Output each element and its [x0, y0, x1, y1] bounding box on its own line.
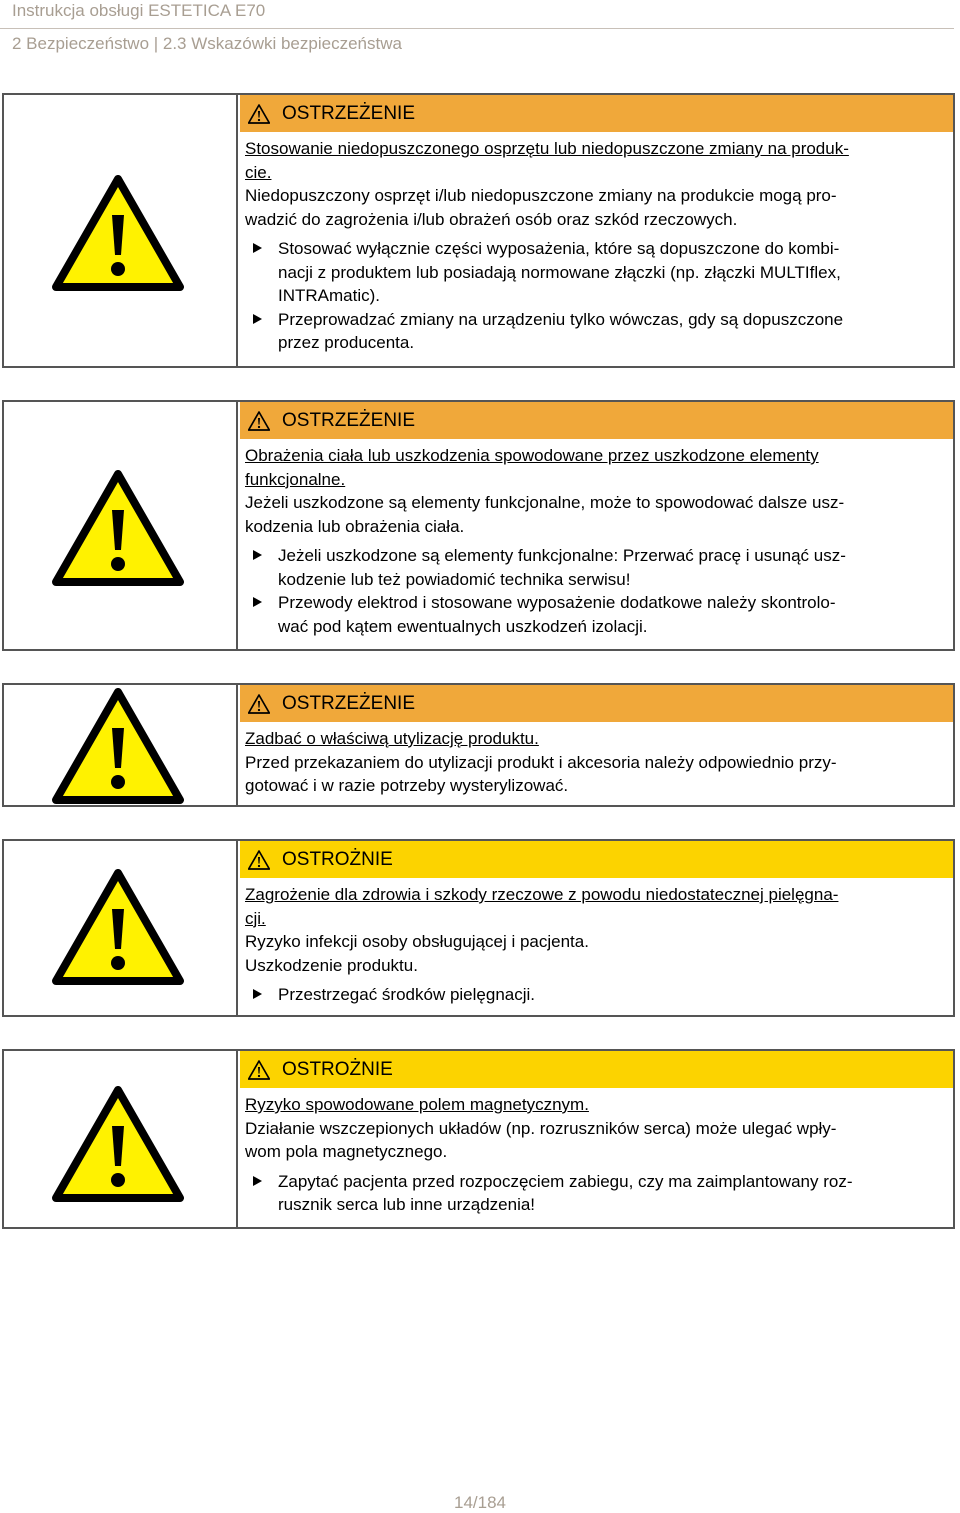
notice-body: [240, 132, 953, 355]
page-number: 14/184: [454, 1493, 506, 1512]
text-line: kodzenia lub obrażenia ciała.: [245, 516, 465, 536]
hazard-heading: [245, 1093, 945, 1117]
text-line: wadzić do zagrożenia i/lub obrażeń osób oraz szkód rzeczowych.: [245, 209, 738, 229]
text-line: Zagrożenie dla zdrowia i szkody rzeczowe z powodu niedostatecznej pielęgna-: [245, 885, 839, 904]
hazard-heading: [245, 137, 945, 184]
text-line: kodzenie lub też powiadomić technika serwisu!: [278, 569, 631, 589]
notice-content: [240, 1051, 953, 1227]
text-line: Zapytać pacjenta przed rozpoczęciem zabiegu, czy ma zaimplantowany roz-: [278, 1171, 853, 1191]
text-line: funkcjonalne.: [245, 469, 346, 489]
bullet-arrow-icon: [253, 989, 262, 999]
warning-triangle-icon: [248, 694, 270, 714]
warning-sign-icon: [52, 470, 184, 586]
text-line: Uszkodzenie produktu.: [245, 955, 418, 975]
text-line: Ryzyko infekcji osoby obsługującej i pacjenta.: [245, 932, 589, 951]
hazard-heading: [245, 727, 945, 751]
warning-notice: [2, 93, 955, 368]
warning-triangle-icon: [248, 1060, 270, 1080]
signal-word-bar: [240, 402, 953, 439]
signal-word-bar: [240, 685, 953, 722]
text-line: rusznik serca lub inne urządzenia!: [278, 1195, 536, 1214]
text-line: cie.: [245, 162, 272, 182]
text-line: wać pod kątem ewentualnych uszkodzeń izolacji.: [278, 616, 648, 636]
text-line: Przeprowadzać zmiany na urządzeniu tylko wówczas, gdy są dopuszczone: [278, 309, 844, 329]
warning-sign-icon: [52, 869, 184, 985]
notice-body: [240, 722, 953, 798]
hazard-description: [245, 751, 945, 798]
warning-triangle-icon: [248, 850, 270, 870]
breadcrumb: 2 Bezpieczeństwo | 2.3 Wskazówki bezpieczeństwa: [12, 34, 402, 53]
action-item: [245, 308, 945, 355]
text-line: INTRAmatic).: [278, 286, 380, 305]
notice-body: [240, 439, 953, 638]
warning-sign-icon: [52, 1086, 184, 1202]
action-list: [245, 983, 945, 1007]
action-item: [245, 1170, 945, 1217]
bullet-arrow-icon: [253, 314, 262, 324]
text-line: Działanie wszczepionych układów (np. rozruszników serca) może ulegać wpły-: [245, 1118, 837, 1138]
warning-notice: [2, 400, 955, 651]
warning-notice: [2, 683, 955, 807]
action-item: [245, 237, 945, 308]
text-line: Niedopuszczony osprzęt i/lub niedopuszczone zmiany na produkcie mogą pro-: [245, 186, 837, 205]
signal-word: OSTROŻNIE: [282, 1058, 393, 1080]
hazard-heading: [245, 444, 945, 491]
action-item: [245, 544, 945, 591]
bullet-arrow-icon: [253, 1176, 262, 1186]
hazard-heading: [245, 883, 945, 930]
action-item: [245, 983, 945, 1007]
notice-sidebar: [4, 685, 238, 805]
notice-sidebar: [4, 95, 238, 366]
text-line: Przestrzegać środków pielęgnacji.: [278, 985, 536, 1004]
hazard-description: [245, 184, 945, 231]
warning-notice: [2, 1049, 955, 1229]
notice-body: [240, 1088, 953, 1217]
signal-word-bar: [240, 95, 953, 132]
text-line: Przed przekazaniem do utylizacji produkt i akcesoria należy odpowiednio przy-: [245, 752, 837, 772]
warning-triangle-icon: [248, 104, 270, 124]
text-line: Przewody elektrod i stosowane wyposażenie dodatkowe należy skontrolo-: [278, 593, 836, 612]
text-line: gotować i w razie potrzeby wysterylizować.: [245, 776, 569, 795]
text-line: przez producenta.: [278, 333, 415, 352]
signal-word-bar: [240, 841, 953, 878]
text-line: Stosowanie niedopuszczonego osprzętu lub niedopuszczone zmiany na produk-: [245, 139, 849, 158]
signal-word: OSTROŻNIE: [282, 848, 393, 870]
warning-sign-icon: [52, 175, 184, 291]
text-line: Jeżeli uszkodzone są elementy funkcjonalne, może to spowodować dalsze usz-: [245, 493, 845, 512]
action-list: [245, 1170, 945, 1217]
hazard-description: [245, 930, 945, 977]
bullet-arrow-icon: [253, 550, 262, 560]
notice-body: [240, 878, 953, 1007]
hazard-description: [245, 1117, 945, 1164]
signal-word-bar: [240, 1051, 953, 1088]
signal-word: OSTRZEŻENIE: [282, 409, 416, 431]
notice-content: [240, 685, 953, 805]
header-divider: [0, 28, 954, 29]
notice-sidebar: [4, 841, 238, 1015]
notice-sidebar: [4, 402, 238, 649]
notice-content: [240, 841, 953, 1015]
action-item: [245, 591, 945, 638]
bullet-arrow-icon: [253, 597, 262, 607]
text-line: Ryzyko spowodowane polem magnetycznym.: [245, 1095, 589, 1114]
hazard-description: [245, 491, 945, 538]
notice-content: [240, 95, 953, 366]
warning-notice: [2, 839, 955, 1017]
notice-content: [240, 402, 953, 649]
text-line: wom pola magnetycznego.: [245, 1142, 448, 1161]
action-list: [245, 237, 945, 355]
text-line: Stosować wyłącznie części wyposażenia, które są dopuszczone do kombi-: [278, 239, 840, 258]
warning-sign-icon: [52, 688, 184, 804]
text-line: cji.: [245, 908, 266, 928]
text-line: Jeżeli uszkodzone są elementy funkcjonalne: Przerwać pracę i usunąć usz-: [278, 546, 846, 565]
notice-sidebar: [4, 1051, 238, 1227]
bullet-arrow-icon: [253, 243, 262, 253]
signal-word: OSTRZEŻENIE: [282, 692, 416, 714]
signal-word: OSTRZEŻENIE: [282, 102, 416, 124]
document-title: Instrukcja obsługi ESTETICA E70: [12, 1, 266, 20]
warning-triangle-icon: [248, 411, 270, 431]
text-line: Zadbać o właściwą utylizację produktu.: [245, 729, 539, 748]
text-line: nacji z produktem lub posiadają normowane złączki (np. złączki MULTIflex,: [278, 262, 841, 282]
text-line: Obrażenia ciała lub uszkodzenia spowodowane przez uszkodzone elementy: [245, 446, 819, 465]
action-list: [245, 544, 945, 638]
